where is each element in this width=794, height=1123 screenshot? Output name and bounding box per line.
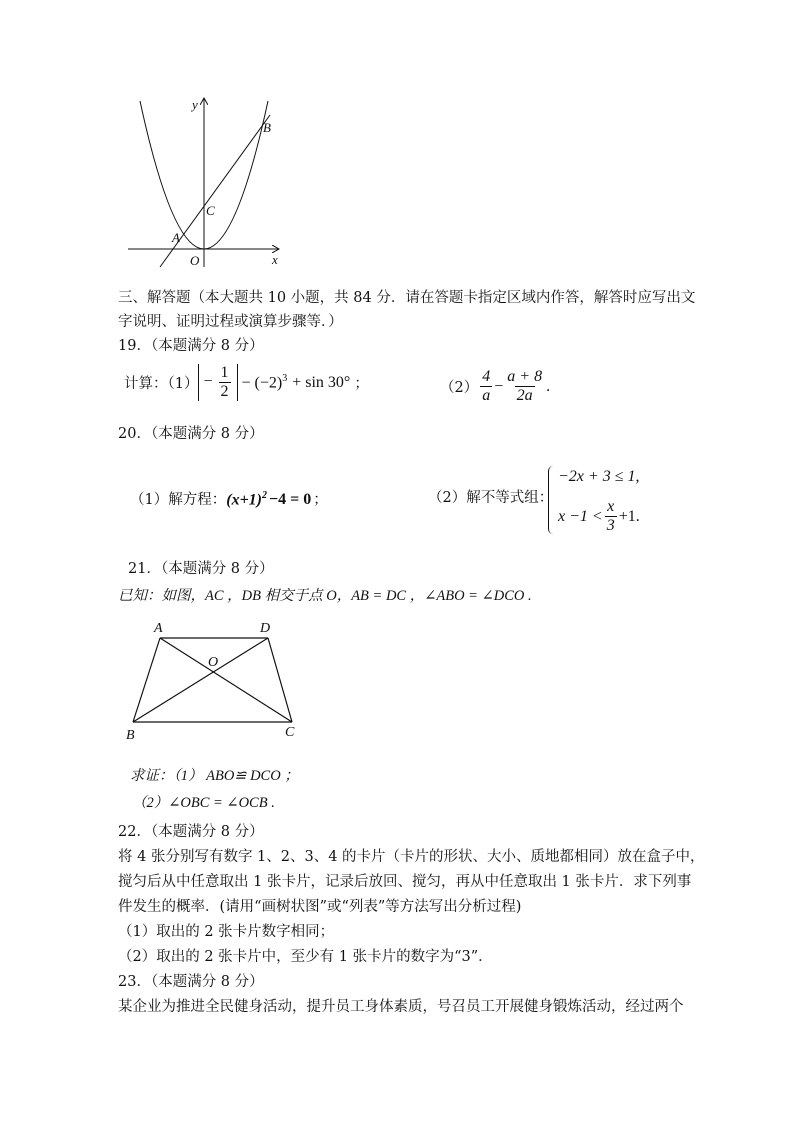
q19-power-exp: 3	[282, 372, 288, 384]
q20-ineq2-den: 3	[606, 517, 615, 534]
q20-ineq2	[558, 498, 640, 535]
q19-frac3-den: 2a	[516, 387, 533, 404]
q20-p2-label: （2）解不等式组：	[428, 490, 554, 506]
label-b: B	[263, 120, 271, 135]
q19-frac3-num: a + 8	[507, 368, 543, 385]
q22-line3: 件发生的概率．(请用“画树状图”或“列表”等方法写出分析过程)	[118, 899, 522, 915]
q19-sin-term: + sin 30°	[292, 373, 351, 391]
q20-p1-end: ；	[313, 492, 328, 508]
q20-ineq2-num: x	[607, 498, 615, 515]
q19-calc-prefix: 计算：（1）	[124, 376, 199, 392]
q22-sub1: （1）取出的 2 张卡片数字相同；	[118, 924, 335, 940]
q19-frac-num: 1	[220, 364, 229, 381]
q20-ineq2-frac	[605, 498, 617, 535]
trapezoid-diagram	[120, 620, 310, 745]
section-three-line1: 三、解答题（本大题共 10 小题，共 84 分．请在答题卡指定区域内作答，解答时应写出文	[118, 290, 696, 306]
label-y: y	[192, 97, 198, 112]
trapezoid-figure	[120, 620, 310, 745]
label-a: A	[154, 621, 163, 636]
q21-header: 21．（本题满分 8 分）	[128, 561, 274, 577]
q20-header: 20．（本题满分 8 分）	[118, 426, 264, 442]
label-c: C	[206, 203, 215, 218]
q20-eq-base: $(x+1)^2$	[226, 489, 268, 508]
label-c: C	[285, 725, 295, 740]
parabola-figure	[120, 95, 290, 275]
q20-ineq2-b: +1.	[618, 507, 640, 525]
q20-ineq2-a: x −1 <	[558, 507, 603, 525]
q21-prove2: （2）∠OBC = ∠OCB .	[132, 795, 275, 811]
q20-eq-exp: 2	[262, 489, 268, 501]
q19-abs-value	[198, 364, 237, 401]
q20-ineq1: −2x + 3 ≤ 1,	[558, 468, 640, 485]
q23-header: 23．（本题满分 8 分）	[118, 974, 264, 990]
q21-given: 已知：如图，AC ，DB 相交于点 O，AB = DC ，∠ABO = ∠DCO .	[118, 588, 532, 604]
label-o: O	[208, 655, 219, 670]
q19-abs-minus: −	[203, 373, 213, 391]
q19-frac-den: 2	[220, 383, 229, 400]
q22-sub2: （2）取出的 2 张卡片中，至少有 1 张卡片的数字为“3”．	[118, 949, 493, 965]
label-d: D	[260, 621, 271, 636]
q20-eq-rest: −4 = 0	[269, 491, 312, 508]
label-x: x	[272, 252, 278, 267]
q20-p1-label: （1）解方程：	[130, 492, 227, 508]
q19-p2-end: .	[546, 377, 551, 395]
q19-power: − $(-2)^3$	[241, 372, 288, 392]
q21-prove1: 求证：（1） ABO≌ DCO ；	[130, 768, 299, 784]
q19-fraction-a8-2a	[505, 368, 544, 405]
segment-ab	[133, 638, 160, 722]
q22-header: 22．（本题满分 8 分）	[118, 824, 264, 840]
q19-expr2	[440, 368, 550, 405]
label-a: A	[172, 230, 180, 245]
q19-frac2-num: 4	[482, 368, 491, 385]
section-three-line2: 字说明、证明过程或演算步骤等．）	[118, 314, 343, 330]
q19-fraction-half	[219, 364, 231, 401]
q19-frac2-den: a	[482, 387, 491, 404]
q19-p2-label: （2）	[440, 380, 479, 396]
q19-expr1	[124, 364, 369, 401]
q19-fraction-4a	[480, 368, 492, 405]
q20-brace	[548, 466, 553, 534]
label-o: O	[190, 253, 200, 268]
q23-line1: 某企业为推进全民健身活动，提升员工身体素质，号召员工开展健身锻炼活动，经过两个	[118, 999, 684, 1015]
q20-equation	[130, 488, 328, 509]
q22-line2: 搅匀后从中任意取出 1 张卡片，记录后放回、搅匀，再从中任意取出 1 张卡片．求下列事	[118, 874, 692, 890]
q19-header: 19．（本题满分 8 分）	[118, 338, 264, 354]
label-b: B	[126, 728, 135, 743]
q19-p1-end: ；	[354, 376, 369, 392]
segment-db	[133, 638, 268, 722]
q19-p2-minus: −	[494, 377, 504, 395]
q22-line1: 将 4 张分别写有数字 1、2、3、4 的卡片（卡片的形状、大小、质地都相同）放在盒子中，	[118, 849, 705, 865]
